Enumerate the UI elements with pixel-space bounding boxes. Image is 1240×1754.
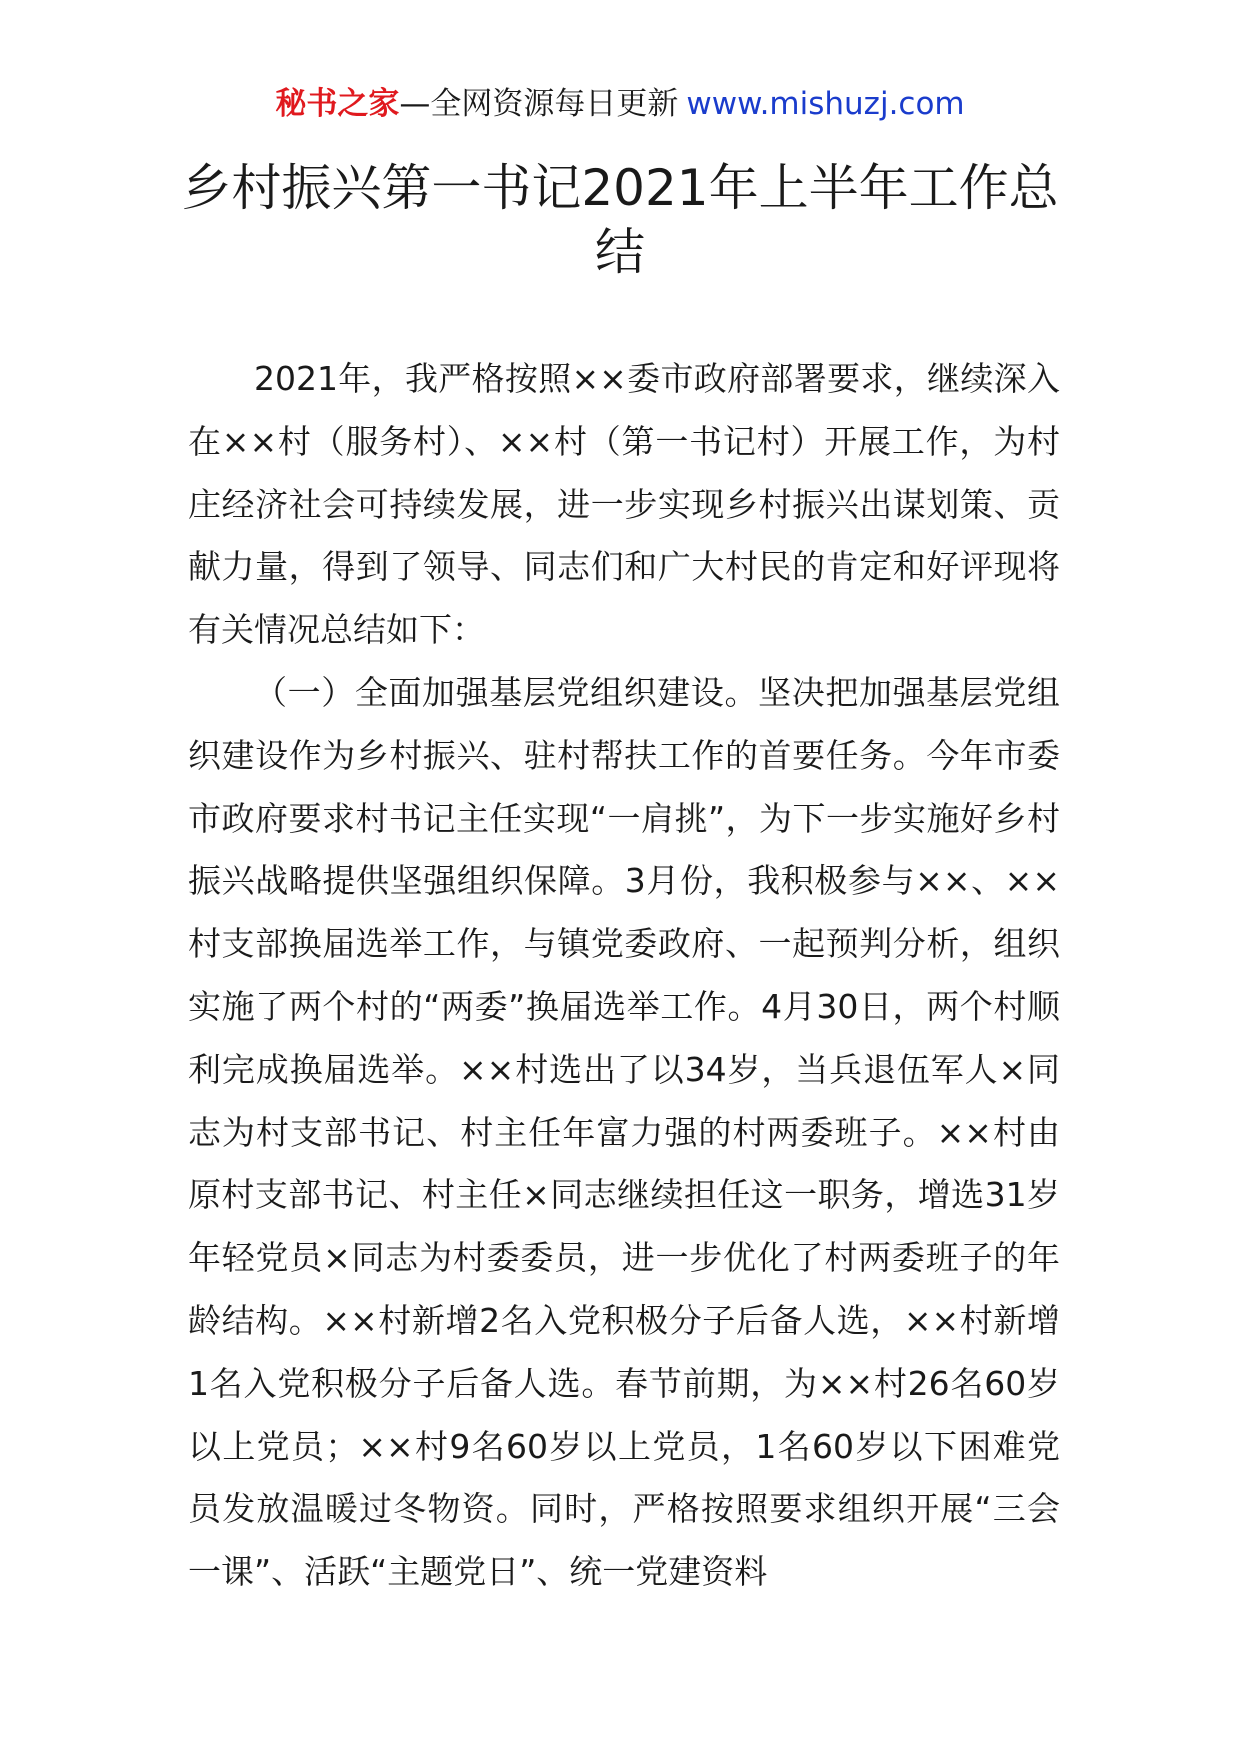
- brand-name: 秘书之家: [275, 86, 400, 122]
- site-header: [0, 84, 1240, 124]
- paragraph-intro: 2021年，我严格按照××委市政府部署要求，继续深入在××村（服务村）、××村（第一书记村）开展工作，为村庄经济社会可持续发展，进一步实现乡村振兴出谋划策、贡献力量，得到了领导、同志们和广大村民的肯定和好评现将有关情况总结如下：: [188, 359, 1060, 650]
- document-body: [188, 348, 1060, 1604]
- slogan: —全网资源每日更新: [399, 86, 679, 122]
- document-title: 乡村振兴第一书记2021年上半年工作总结: [181, 159, 1059, 281]
- site-url-link[interactable]: www.mishuzj.com: [686, 86, 965, 122]
- paragraph-section-1: （一）全面加强基层党组织建设。坚决把加强基层党组织建设作为乡村振兴、驻村帮扶工作的首要任务。今年市委市政府要求村书记主任实现“一肩挑”，为下一步实施好乡村振兴战略提供坚强组织保障。3月份，我积极参与××、××村支部换届选举工作，与镇党委政府、一起预判分析，组织实施了两个村的“两委”换届选举工作。4月30日，两个村顺利完成换届选举。××村选出了以34岁，当兵退伍军人×同志为村支部书记、村主任年富力强的村两委班子。××村由原村支部书记、村主任×同志继续担任这一职务，增选31岁年轻党员×同志为村委委员，进一步优化了村两委班子的年龄结构。××村新增2名入党积极分子后备人选，××村新增1名入党积极分子后备人选。春节前期，为××村26名60岁以上党员；××村9名60岁以上党员，1名60岁以下困难党员发放温暖过冬物资。同时，严格按照要求组织开展“三会一课”、活跃“主题党日”、统一党建资料: [188, 672, 1060, 1592]
